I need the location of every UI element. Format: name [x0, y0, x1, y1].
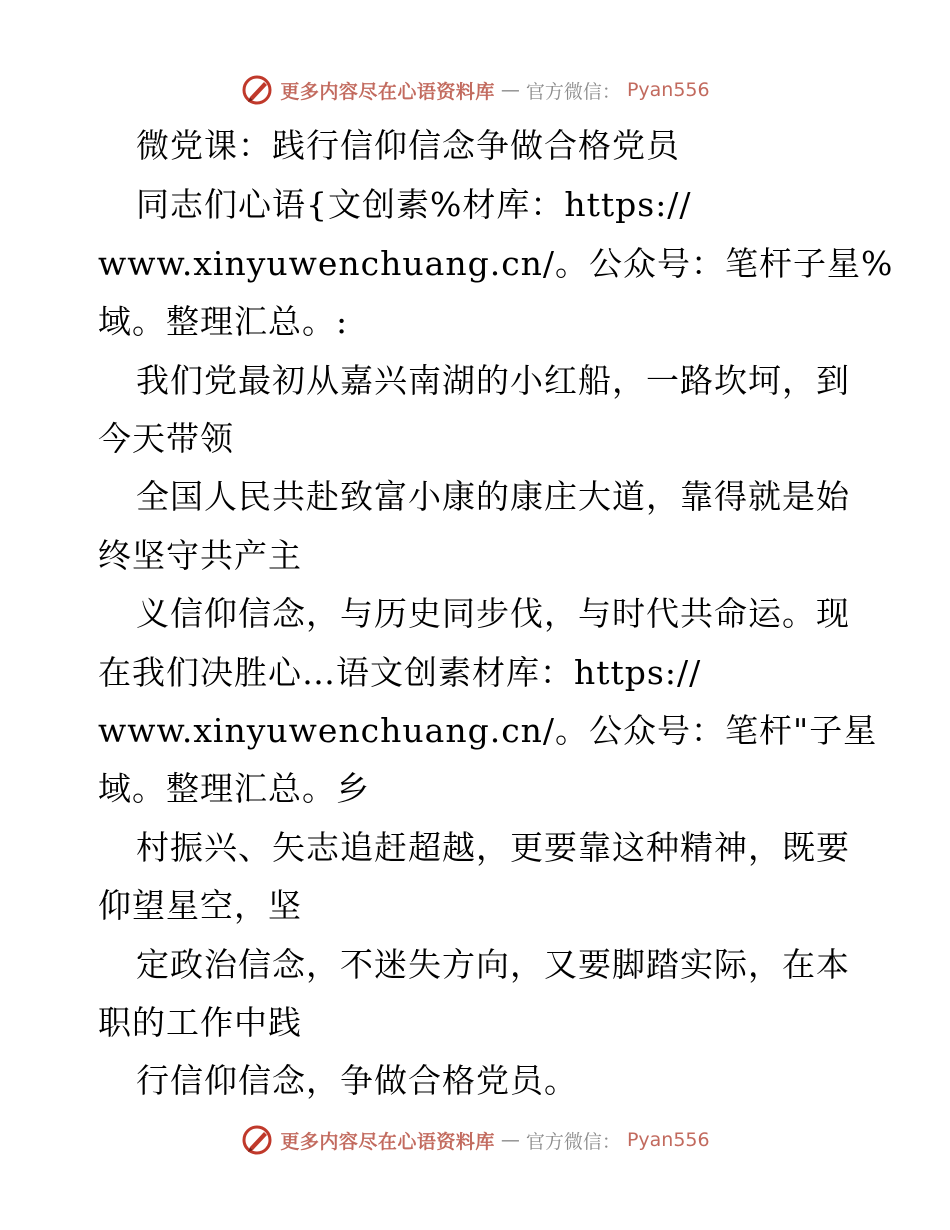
text-line: 我们党最初从嘉兴南湖的小红船，一路坎坷，到	[136, 361, 850, 400]
text-line: 域。整理汇总。:	[98, 302, 349, 341]
watermark-separator: —	[500, 79, 520, 101]
text-line: 全国人民共赴致富小康的康庄大道，靠得就是始	[136, 477, 850, 516]
text-line: 职的工作中践	[98, 1003, 302, 1042]
watermark-main-text: 更多内容尽在心语资料库	[280, 1130, 495, 1153]
text-line: 同志们心语{文创素%材库：https://	[136, 185, 692, 224]
text-line: www.xinyuwenchuang.cn/。公众号：笔杆子星%	[98, 244, 894, 283]
brush-logo-icon	[240, 1123, 274, 1157]
watermark-label: 官方微信：	[525, 80, 621, 103]
document-title: 微党课：践行信仰信念争做合格党员	[136, 126, 680, 165]
text-line: 义信仰信念，与历史同步伐，与时代共命运。现	[136, 594, 850, 633]
header-watermark	[0, 70, 950, 110]
watermark-main-text: 更多内容尽在心语资料库	[280, 80, 495, 103]
watermark-wechat-id: Pyan556	[626, 79, 710, 101]
text-line: 行信仰信念，争做合格党员。	[136, 1061, 578, 1100]
text-line: www.xinyuwenchuang.cn/。公众号：笔杆"子星	[98, 711, 878, 750]
watermark-wechat-id: Pyan556	[626, 1129, 710, 1151]
brush-logo-icon	[240, 73, 274, 107]
text-line: 域。整理汇总。乡	[98, 769, 370, 808]
footer-watermark	[0, 1120, 950, 1160]
watermark-separator: —	[500, 1129, 520, 1151]
text-line: 定政治信念，不迷失方向，又要脚踏实际，在本	[136, 945, 850, 984]
watermark-label: 官方微信：	[525, 1130, 621, 1153]
text-line: 今天带领	[98, 419, 234, 458]
text-line: 村振兴、矢志追赶超越，更要靠这种精神，既要	[136, 828, 850, 867]
text-line: 在我们决胜心…语文创素材库：https://	[98, 653, 702, 692]
text-line: 仰望星空，坚	[98, 886, 302, 925]
text-line: 终坚守共产主	[98, 536, 302, 575]
